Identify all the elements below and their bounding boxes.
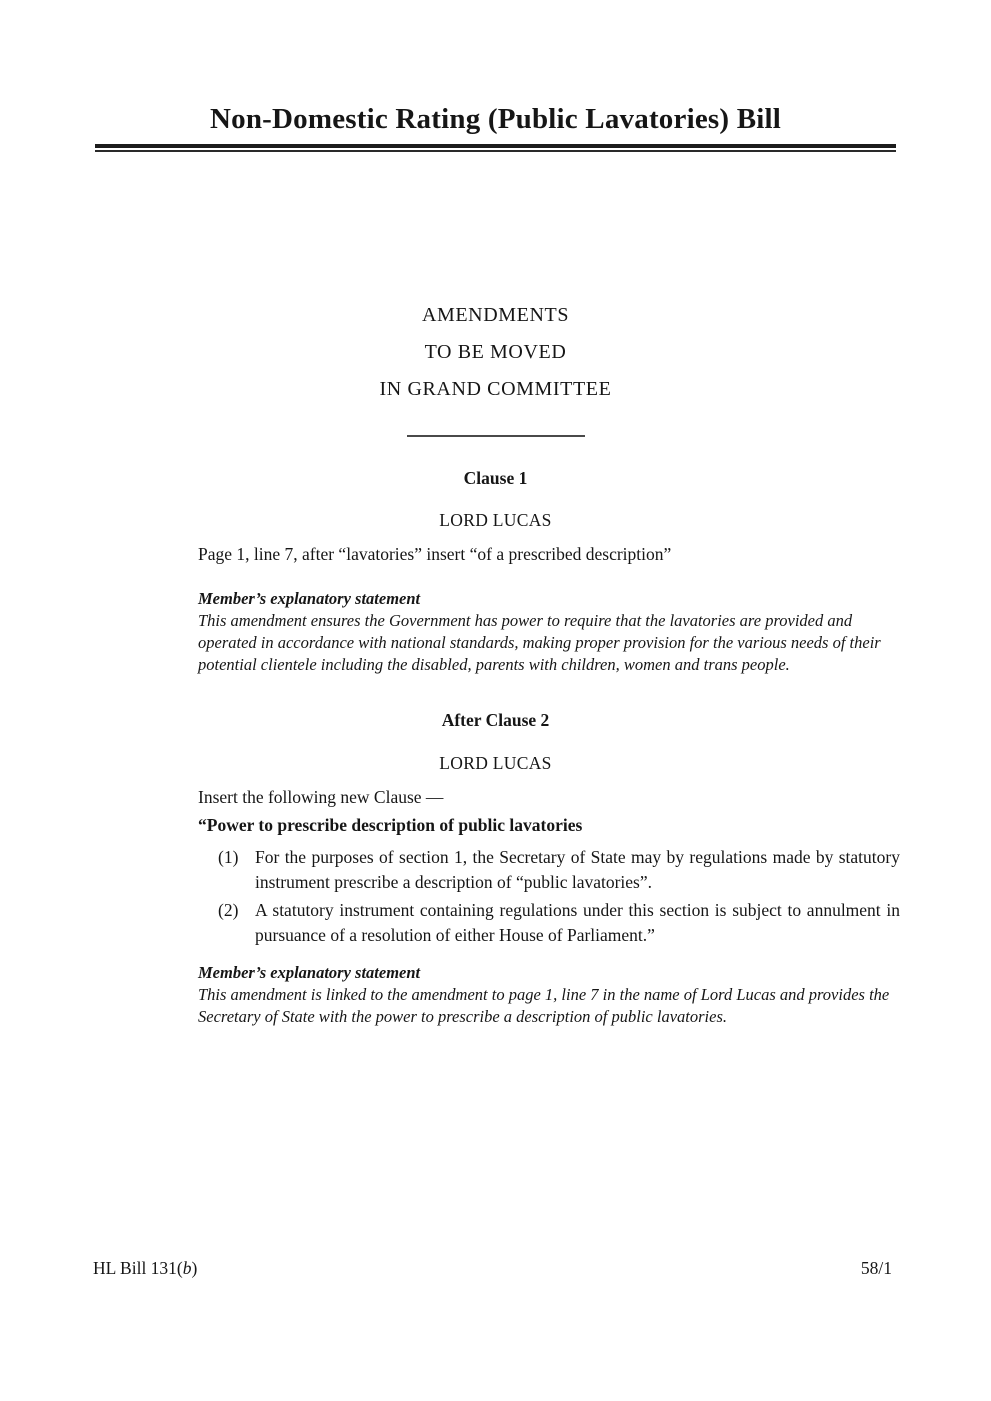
subsection-2 [218, 898, 900, 948]
subsection-1-number: (1) [218, 847, 239, 867]
explanatory-statement-text-1: This amendment ensures the Government has power to require that the lavatories are provided and operated in accordance with national standards, making proper provision for the various needs of their potential clientele including the disabled, parents with children, women and trans people. [198, 611, 881, 674]
amendment-sheet-number: 58/1 [860, 1258, 892, 1278]
heading-to-be-moved: TO BE MOVED [424, 341, 567, 363]
explanatory-statement-heading-2: Member’s explanatory statement [198, 963, 421, 982]
section-divider-rule [407, 435, 585, 437]
amendment-1-instruction: Page 1, line 7, after “lavatories” insert “of a prescribed description” [198, 544, 672, 564]
subsection-1 [218, 845, 900, 895]
explanatory-statement-heading-1: Member’s explanatory statement [198, 589, 421, 608]
title-double-rule [95, 144, 896, 152]
bill-reference-suffix: ) [191, 1258, 198, 1278]
bill-reference [93, 1258, 197, 1279]
heading-in-grand-committee: IN GRAND COMMITTEE [379, 378, 612, 400]
new-clause-title: “Power to prescribe description of public lavatories [198, 815, 583, 835]
amendments-heading-block [0, 297, 991, 408]
explanatory-statement-text-2: This amendment is linked to the amendment to page 1, line 7 in the name of Lord Lucas and provides the Secretary of State with the power to prescribe a description of public lavatories. [198, 985, 890, 1026]
subsection-2-text: A statutory instrument containing regulations under this section is subject to annulment in pursuance of a resolution of either House of Parliament.” [255, 900, 900, 945]
bill-title: Non-Domestic Rating (Public Lavatories) Bill [209, 103, 782, 135]
heading-amendments: AMENDMENTS [421, 304, 570, 326]
amendment-2-instruction: Insert the following new Clause — [198, 787, 444, 807]
subsection-1-text: For the purposes of section 1, the Secretary of State may by regulations made by statutory instrument prescribe a description of “public lavatories”. [255, 847, 900, 892]
bill-reference-italic: b [182, 1258, 192, 1278]
member-name-lord-lucas-1: LORD LUCAS [439, 510, 552, 530]
member-name-lord-lucas-2: LORD LUCAS [439, 753, 552, 773]
bill-reference-prefix: HL Bill 131( [93, 1258, 183, 1278]
clause-1-heading: Clause 1 [463, 468, 528, 488]
after-clause-2-heading: After Clause 2 [441, 710, 550, 730]
subsection-2-number: (2) [218, 900, 239, 920]
